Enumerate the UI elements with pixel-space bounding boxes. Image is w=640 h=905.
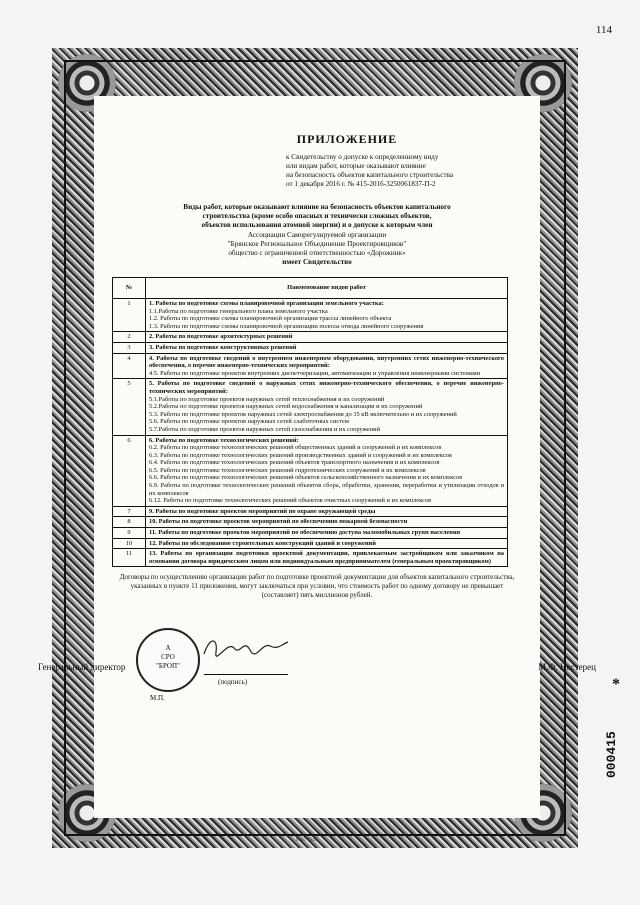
work-item: 5.6. Работы по подготовке проектов наружных сетей слаботочных систем: [149, 418, 349, 426]
table-header-row: [113, 278, 508, 299]
row-work-type: [146, 517, 508, 528]
works-table: [112, 277, 508, 567]
work-group-heading: 12. Работы по обследованию строительных конструкций зданий и сооружений: [149, 539, 376, 547]
work-item: 6.4. Работы по подготовке технологических решений объектов транспортного назначения и их комплексов: [149, 459, 440, 467]
row-work-type: [146, 506, 508, 517]
row-number: 9: [113, 528, 146, 539]
signature-line: [204, 674, 288, 675]
work-item: 6.9. Работы по подготовке технологических решений объектов сбора, обработки, хранения, переработки и утилизации отходов и их комплексов: [149, 482, 504, 497]
document-body: [94, 96, 540, 818]
row-work-type: [146, 435, 508, 506]
row-work-type: [146, 299, 508, 332]
work-item: 5.7.Работы по подготовке проектов наружных сетей газоснабжения и их сооружений: [149, 425, 380, 433]
signature-block: [18, 662, 622, 702]
work-group-heading: 4. Работы по подготовке сведений о внутреннем инженерном оборудовании, внутренних сетях инженерно-технического обеспечения, о перечне инженерно-технических мероприятий:: [149, 354, 504, 370]
row-work-type: [146, 538, 508, 549]
work-item: 6.3. Работы по подготовке технологических решений производственных зданий и сооружений и их комплексов: [149, 451, 452, 459]
row-number: 5: [113, 379, 146, 435]
row-number: 1: [113, 299, 146, 332]
table-row: [113, 332, 508, 343]
table-row: [113, 506, 508, 517]
row-work-type: [146, 549, 508, 567]
work-item: 5.1.Работы по подготовке проектов наружных сетей теплоснабжения и их сооружений: [149, 395, 385, 403]
signatory-role: Генеральный директор: [38, 662, 126, 672]
table-row: [113, 517, 508, 528]
row-work-type: [146, 332, 508, 343]
work-item: 6.12. Работы по подготовке технологических решений объектов очистных сооружений и их комплексов: [149, 497, 432, 505]
work-item: 5.2.Работы по подготовке проектов наружных сетей водоснабжения и канализации и их сооружений: [149, 403, 423, 411]
column-header-number: №: [113, 278, 146, 299]
row-number: 7: [113, 506, 146, 517]
table-row: [113, 299, 508, 332]
work-item: 5.3. Работы по подготовке проектов наружных сетей электроснабжения до 35 кВ включительно и их сооружений: [149, 410, 457, 418]
page-number: 114: [595, 24, 612, 36]
table-row: [113, 549, 508, 567]
work-item: 4.5. Работы по подготовке проектов внутренних диспетчеризации, автоматизации и управления инженерными системами: [149, 369, 481, 377]
table-row: [113, 342, 508, 353]
work-group-heading: 1. Работы по подготовке схемы планировочной организации земельного участка:: [149, 300, 384, 308]
row-number: 2: [113, 332, 146, 343]
work-item: 6.2. Работы по подготовке технологических решений общественных зданий и сооружений и их комплексов: [149, 444, 442, 452]
intro-paragraph: Виды работ, которые оказывают влияние на безопасность объектов капитального строительства (кроме особо опасных и технически сложных объектов, объектов использования атомной энергии) и о допуске к которым член Ассоциации Саморегулируемой организации "Брянское Региональное Объединение Проектировщиков" общество с ограниченной ответственностью «Дорожник» имеет Свидетельство: [183, 203, 451, 267]
row-work-type: [146, 342, 508, 353]
contract-note: Договоры по осуществлению организации работ по подготовке проектной документации для объектов капитального строительства, указанных в пункте 11 приложения, могут заключаться при условии, что стоимость работ по одному договору не превышает (составляет) пять миллионов рублей.: [119, 573, 515, 599]
work-item: 1.3. Работы по подготовке схемы планировочной организации полосы отвода линейного сооружения: [149, 322, 424, 330]
stamp-place-label: М.П.: [150, 694, 165, 702]
signatory-name: М.Ф. Нестерец: [538, 662, 596, 672]
row-number: 6: [113, 435, 146, 506]
table-row: [113, 379, 508, 435]
serial-number: 000415: [604, 731, 619, 778]
work-group-heading: 13. Работы по организации подготовки проектной документации, привлекаемым застройщиком или заказчиком на основании договора юридическим лицом или индивидуальным предпринимателем (генеральным проектировщиком): [149, 550, 504, 565]
table-row: [113, 353, 508, 379]
work-group-heading: 11. Работы по подготовке проектов мероприятий по обеспечению доступа маломобильных групп населения: [149, 529, 461, 537]
work-item: 6.5. Работы по подготовке технологических решений гидротехнических сооружений и их комплексов: [149, 466, 426, 474]
work-item: 1.1.Работы по подготовке генерального плана земельного участка: [149, 307, 328, 315]
row-number: 4: [113, 353, 146, 379]
work-group-heading: 2. Работы по подготовке архитектурных решений: [149, 333, 293, 341]
work-group-heading: 5. Работы по подготовке сведений о наружных сетях инженерно-технического обеспечения, о перечне инженерно-технических мероприятий:: [149, 380, 504, 395]
table-row: [113, 435, 508, 506]
row-number: 11: [113, 549, 146, 567]
work-group-heading: 6. Работы по подготовке технологических решений:: [149, 436, 299, 444]
document-title: ПРИЛОЖЕНИЕ: [296, 132, 398, 146]
work-group-heading: 9. Работы по подготовке проектов мероприятий по охране окружающей среды: [149, 507, 376, 515]
table-row: [113, 528, 508, 539]
organization-seal: А СРО "БРОП": [136, 628, 200, 692]
row-work-type: [146, 528, 508, 539]
row-work-type: [146, 353, 508, 379]
row-number: 8: [113, 517, 146, 528]
work-item: 1.2. Работы по подготовке схемы планировочной организации трассы линейного объекта: [149, 315, 392, 323]
work-item: 6.6. Работы по подготовке технологических решений объектов сельскохозяйственного назначения и их комплексов: [149, 474, 463, 482]
row-number: 10: [113, 538, 146, 549]
work-group-heading: 10. Работы по подготовке проектов мероприятий по обеспечению пожарной безопасности: [149, 518, 408, 526]
document-subtitle: к Свидетельству о допуске к определенному виду или видам работ, которые оказывают влияние на безопасность объектов капитального строительства от 1 декабря 2016 г. № 415-2016-3250061837-П-2: [286, 153, 454, 188]
handwritten-signature: [200, 634, 290, 660]
signature-caption: (подпись): [218, 678, 248, 686]
row-number: 3: [113, 342, 146, 353]
table-body: [113, 299, 508, 567]
bottom-code: 0167 1647: [296, 838, 318, 843]
work-group-heading: 3. Работы по подготовке конструктивных решений: [149, 343, 297, 351]
row-work-type: [146, 379, 508, 435]
table-row: [113, 538, 508, 549]
column-header-work-type: Наименование видов работ: [146, 278, 508, 299]
serial-mark: *: [612, 676, 620, 693]
